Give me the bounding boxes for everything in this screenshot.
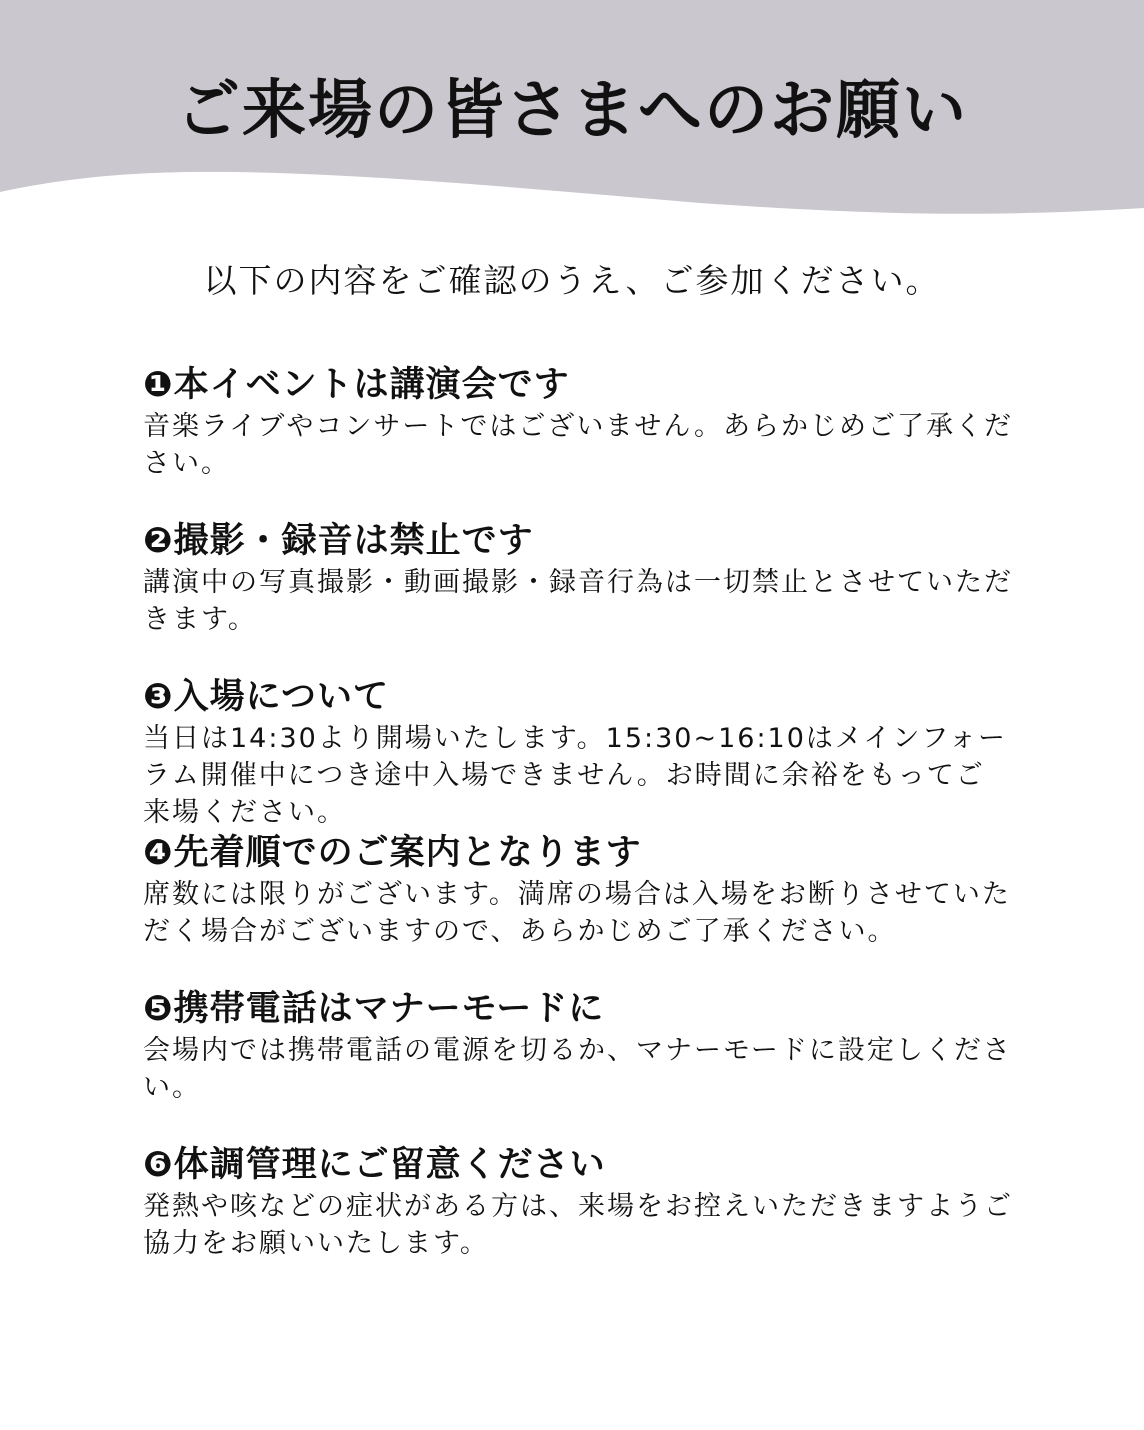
notice-body: 音楽ライブやコンサートではございません。あらかじめご了承ください。 xyxy=(143,411,1013,479)
notice-item-phone-silent xyxy=(143,986,1013,1142)
notice-number-badge: ❸ xyxy=(143,677,174,717)
notice-heading xyxy=(143,830,1013,876)
notice-item-no-recording xyxy=(143,518,1013,674)
notice-heading xyxy=(143,674,1013,720)
notice-heading xyxy=(143,362,1013,408)
page-title: ご来場の皆さまへのお願い xyxy=(176,74,968,148)
notice-item-health xyxy=(143,1142,1013,1298)
notice-title: 先着順でのご案内となります xyxy=(173,833,642,873)
notice-body: 席数には限りがございます。満席の場合は入場をお断りさせていただく場合がございますので、あらかじめご了承ください。 xyxy=(143,879,1011,947)
notice-number-badge: ❺ xyxy=(143,989,174,1029)
notice-body: 講演中の写真撮影・動画撮影・録音行為は一切禁止とさせていただきます。 xyxy=(143,567,1013,635)
notice-number-badge: ❻ xyxy=(143,1145,174,1185)
notice-title: 本イベントは講演会です xyxy=(173,365,570,405)
notice-body: 発熱や咳などの症状がある方は、来場をお控えいただきますようご協力をお願いいたします。 xyxy=(143,1191,1013,1259)
notice-item-first-come xyxy=(143,830,1013,986)
notice-body: 会場内では携帯電話の電源を切るか、マナーモードに設定しください。 xyxy=(143,1035,1012,1103)
notice-title: 入場について xyxy=(173,677,389,717)
notice-title: 携帯電話はマナーモードに xyxy=(173,989,605,1029)
notice-heading xyxy=(143,986,1013,1032)
notice-heading xyxy=(143,1142,1013,1188)
notice-number-badge: ❹ xyxy=(143,833,174,873)
intro-text: 以下の内容をご確認のうえ、ご参加ください。 xyxy=(203,261,941,300)
notice-item-admission xyxy=(143,674,1013,830)
notice-item-lecture xyxy=(143,362,1013,518)
notice-title: 体調管理にご留意ください xyxy=(173,1145,606,1185)
notice-title: 撮影・録音は禁止です xyxy=(173,521,534,561)
notice-body: 当日は14:30より開場いたします。15:30~16:10はメインフォーラム開催中につき途中入場できません。お時間に余裕をもってご来場ください。 xyxy=(143,723,1008,828)
notice-number-badge: ❶ xyxy=(143,365,174,405)
notice-heading xyxy=(143,518,1013,564)
notice-number-badge: ❷ xyxy=(143,521,174,561)
notice-list xyxy=(143,362,1013,1298)
